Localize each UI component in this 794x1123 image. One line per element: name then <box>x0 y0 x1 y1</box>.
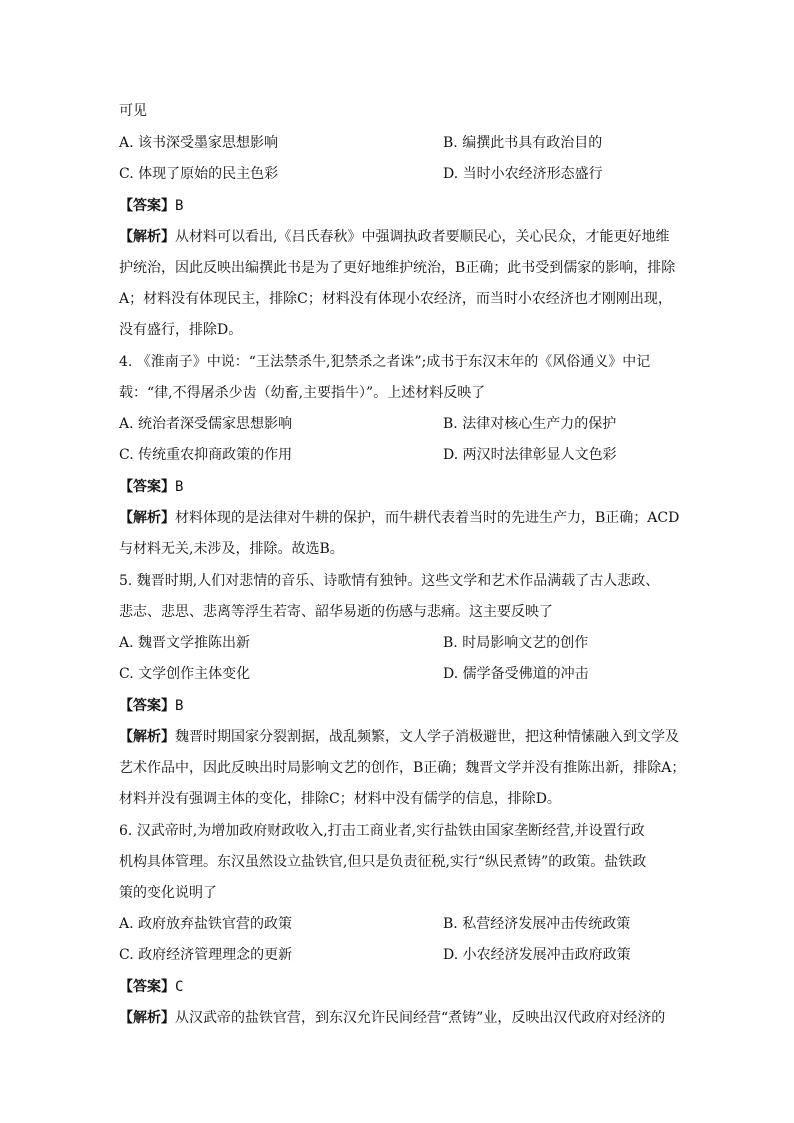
analysis-text: 从汉武帝的盐铁官营，到东汉允许民间经营“煮铸”业，反映出汉代政府对经济的 <box>175 1010 666 1026</box>
answer-tag: 【答案】 <box>119 198 175 214</box>
q5-analysis-line-3: 材料并没有强调主体的变化，排除C；材料中没有儒学的信息，排除D。 <box>119 791 561 807</box>
q4-analysis-line-2: 与材料无关,未涉及，排除。故选B。 <box>119 541 344 557</box>
q3-option-d: D. 当时小农经济形态盛行 <box>443 166 603 182</box>
analysis-tag: 【解析】 <box>119 229 175 245</box>
q4-option-d: D. 两汉时法律彰显人文色彩 <box>443 447 617 463</box>
q4-answer <box>119 477 183 497</box>
q3-analysis-line-3: A；材料没有体现民主，排除C；材料没有体现小农经济，而当时小农经济也才刚刚出现， <box>119 291 672 307</box>
q4-stem-line-2: 载：“律,不得屠杀少齿（幼畜,主要指牛）”。上述材料反映了 <box>119 385 486 401</box>
answer-tag: 【答案】 <box>119 698 175 714</box>
q4-option-b: B. 法律对核心生产力的保护 <box>443 416 617 432</box>
q6-option-b: B. 私营经济发展冲击传统政策 <box>443 916 631 932</box>
q6-option-c: C. 政府经济管理理念的更新 <box>119 947 293 963</box>
analysis-tag: 【解析】 <box>119 1010 175 1026</box>
q4-stem-line-1: 4. 《淮南子》中说：“王法禁杀牛,犯禁杀之者诛”;成书于东汉末年的《风俗通义》中记 <box>119 354 651 370</box>
analysis-text: 材料体现的是法律对牛耕的保护，而牛耕代表着当时的先进生产力，B正确；ACD <box>175 510 680 526</box>
q4-option-c: C. 传统重农抑商政策的作用 <box>119 447 293 463</box>
q3-option-a: A. 该书深受墨家思想影响 <box>119 135 279 151</box>
question-stem-tail: 可见 <box>119 103 147 119</box>
q5-analysis-line-1 <box>119 727 679 747</box>
q6-answer <box>119 977 183 997</box>
q4-analysis-line-1 <box>119 508 679 528</box>
q5-analysis-line-2: 艺术作品中，因此反映出时局影响文艺的创作，B正确；魏晋文学并没有推陈出新，排除A； <box>119 760 686 776</box>
analysis-text: 魏晋时期国家分裂割据，战乱频繁，文人学子消极避世，把这种情愫融入到文学及 <box>175 729 679 745</box>
q3-answer <box>119 196 183 216</box>
q5-option-c: C. 文学创作主体变化 <box>119 666 251 682</box>
q6-option-a: A. 政府放弃盐铁官营的政策 <box>119 916 293 932</box>
q3-analysis-line-4: 没有盛行，排除D。 <box>119 322 243 338</box>
q5-option-b: B. 时局影响文艺的创作 <box>443 635 589 651</box>
answer-value: B <box>175 479 184 495</box>
q6-option-d: D. 小农经济发展冲击政府政策 <box>443 947 631 963</box>
answer-value: B <box>175 198 184 214</box>
answer-value: B <box>175 698 184 714</box>
q3-analysis-line-1 <box>119 227 669 247</box>
q5-stem-line-2: 悲志、悲思、悲离等浮生若寄、韶华易逝的伤感与悲痛。这主要反映了 <box>119 604 553 620</box>
q5-answer <box>119 696 183 716</box>
q5-stem-line-1: 5. 魏晋时期,人们对悲情的音乐、诗歌情有独钟。这些文学和艺术作品满载了古人悲政、 <box>119 573 660 589</box>
analysis-tag: 【解析】 <box>119 729 175 745</box>
q3-analysis-line-2: 护统治，因此反映出编撰此书是为了更好地维护统治，B正确；此书受到儒家的影响，排除 <box>119 260 676 276</box>
answer-tag: 【答案】 <box>119 479 175 495</box>
answer-tag: 【答案】 <box>119 979 175 995</box>
q3-option-c: C. 体现了原始的民主色彩 <box>119 166 279 182</box>
q5-option-a: A. 魏晋文学推陈出新 <box>119 635 251 651</box>
analysis-tag: 【解析】 <box>119 510 175 526</box>
q3-option-b: B. 编撰此书具有政治目的 <box>443 135 603 151</box>
q6-stem-line-1: 6. 汉武帝时,为增加政府财政收入,打击工商业者,实行盐铁由国家垄断经营,并设置行政 <box>119 823 645 839</box>
q5-option-d: D. 儒学备受佛道的冲击 <box>443 666 589 682</box>
analysis-text: 从材料可以看出,《吕氏春秋》中强调执政者要顺民心，关心民众，才能更好地维 <box>175 229 670 245</box>
answer-value: C <box>175 979 184 995</box>
q4-option-a: A. 统治者深受儒家思想影响 <box>119 416 293 432</box>
q6-analysis-line-1 <box>119 1008 665 1028</box>
q6-stem-line-3: 策的变化说明了 <box>119 885 217 901</box>
q6-stem-line-2: 机构具体管理。东汉虽然设立盐铁官,但只是负责征税,实行“纵民煮铸”的政策。盐铁政 <box>119 854 647 870</box>
